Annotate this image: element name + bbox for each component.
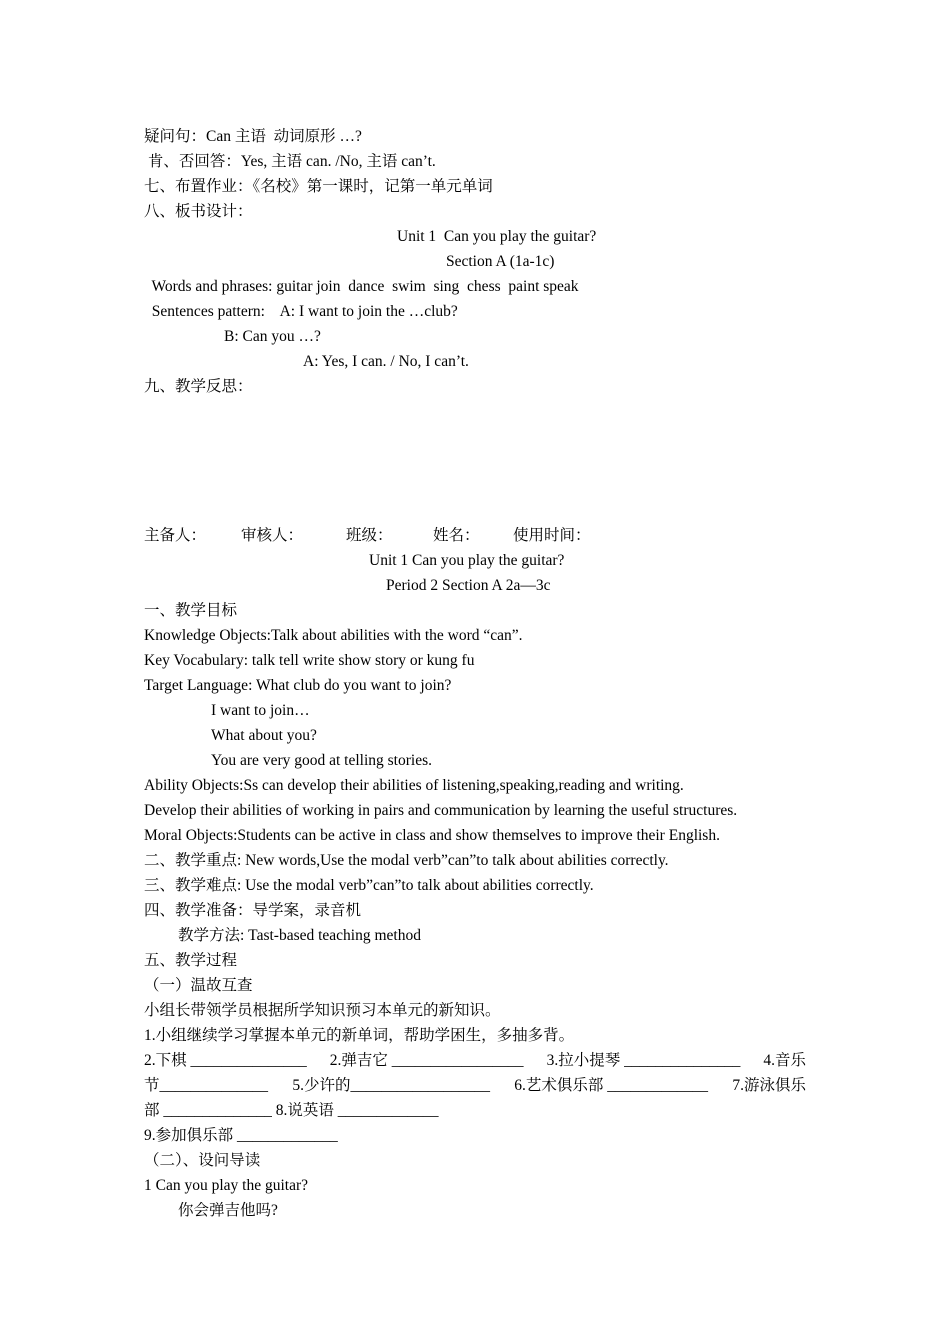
header-field-class: 班级： (346, 527, 393, 544)
exercise-line-3: 部 ______________ 8.说英语 _____________ (144, 1102, 439, 1119)
board-words-phrases: Words and phrases: guitar join dance swim sing chess paint speak (144, 278, 579, 295)
homework-heading: 七、布置作业：《名校》第一课时，记第一单元单词 (144, 178, 493, 195)
header-field-name: 姓名： (433, 527, 480, 544)
process-heading: 五、教学过程 (144, 952, 238, 969)
header-field-preparer: 主备人： (144, 527, 207, 544)
exercise-item: 2.弹吉它 _________________ (329, 1052, 524, 1069)
exercise-line-4: 9.参加俱乐部 _____________ (144, 1127, 338, 1144)
board-sentence-pattern: Sentences pattern: A: I want to join the …club? (144, 303, 458, 320)
exercise-line-2 (144, 1073, 806, 1098)
header-field-reviewer: 审核人： (241, 527, 304, 544)
reflection-heading: 九、教学反思： (144, 378, 253, 395)
exercise-item: 节______________ (144, 1077, 269, 1094)
board-sentence-b: B: Can you …? (224, 328, 321, 345)
board-unit-title: Unit 1 Can you play the guitar? (397, 228, 597, 245)
key-points: 二、教学重点: New words,Use the modal verb”can”to talk about abilities correctly. (144, 852, 669, 869)
board-sentence-a-answer: A: Yes, I can. / No, I can’t. (303, 353, 469, 370)
exercise-item: 3.拉小提琴 _______________ (546, 1052, 741, 1069)
target-sentence-1: I want to join… (211, 702, 310, 719)
target-sentence-3: You are very good at telling stories. (211, 752, 432, 769)
period-subtitle: Period 2 Section A 2a—3c (386, 577, 551, 594)
exercise-item: 2.下棋 _______________ (144, 1052, 307, 1069)
exercise-item: 4.音乐 (763, 1052, 806, 1069)
question-1: 1 Can you play the guitar? (144, 1177, 308, 1194)
question-1-translation: 你会弹吉他吗? (178, 1202, 278, 1219)
guided-reading-heading: （二）、设问导读 (144, 1152, 261, 1169)
question-form-line: 疑问句：Can 主语 动词原形 …? (144, 128, 362, 145)
period-title: Unit 1 Can you play the guitar? (369, 552, 565, 569)
preparation: 四、教学准备：导学案，录音机 (144, 902, 362, 919)
board-section-title: Section A (1a-1c) (446, 253, 555, 270)
header-field-time: 使用时间： (513, 527, 591, 544)
target-sentence-2: What about you? (211, 727, 317, 744)
ability-objects: Ability Objects:Ss can develop their abilities of listening,speaking,reading and writing. (144, 777, 684, 794)
moral-objects: Moral Objects:Students can be active in class and show themselves to improve their English. (144, 827, 720, 844)
objectives-heading: 一、教学目标 (144, 602, 238, 619)
board-design-heading: 八、板书设计： (144, 203, 253, 220)
exercise-item: 6.艺术俱乐部 _____________ (514, 1077, 709, 1094)
review-step-1: 1.小组继续学习掌握本单元的新单词，帮助学困生，多抽多背。 (144, 1027, 575, 1044)
exercise-item: 7.游泳俱乐 (732, 1077, 806, 1094)
review-heading: （一）温故互查 (144, 977, 253, 994)
knowledge-objects: Knowledge Objects:Talk about abilities with the word “can”. (144, 627, 523, 644)
answer-form-line: 肯、否回答：Yes, 主语 can. /No, 主语 can’t. (144, 153, 436, 170)
key-vocabulary: Key Vocabulary: talk tell write show story or kung fu (144, 652, 475, 669)
exercise-item: 5.少许的__________________ (292, 1077, 490, 1094)
exercise-line-1 (144, 1048, 806, 1073)
ability-objects-continued: Develop their abilities of working in pairs and communication by learning the useful structures. (144, 802, 738, 819)
teaching-method: 教学方法: Tast-based teaching method (178, 927, 421, 944)
target-language: Target Language: What club do you want to join? (144, 677, 452, 694)
review-intro: 小组长带领学员根据所学知识预习本单元的新知识。 (144, 1002, 501, 1019)
difficult-points: 三、教学难点: Use the modal verb”can”to talk about abilities correctly. (144, 877, 594, 894)
